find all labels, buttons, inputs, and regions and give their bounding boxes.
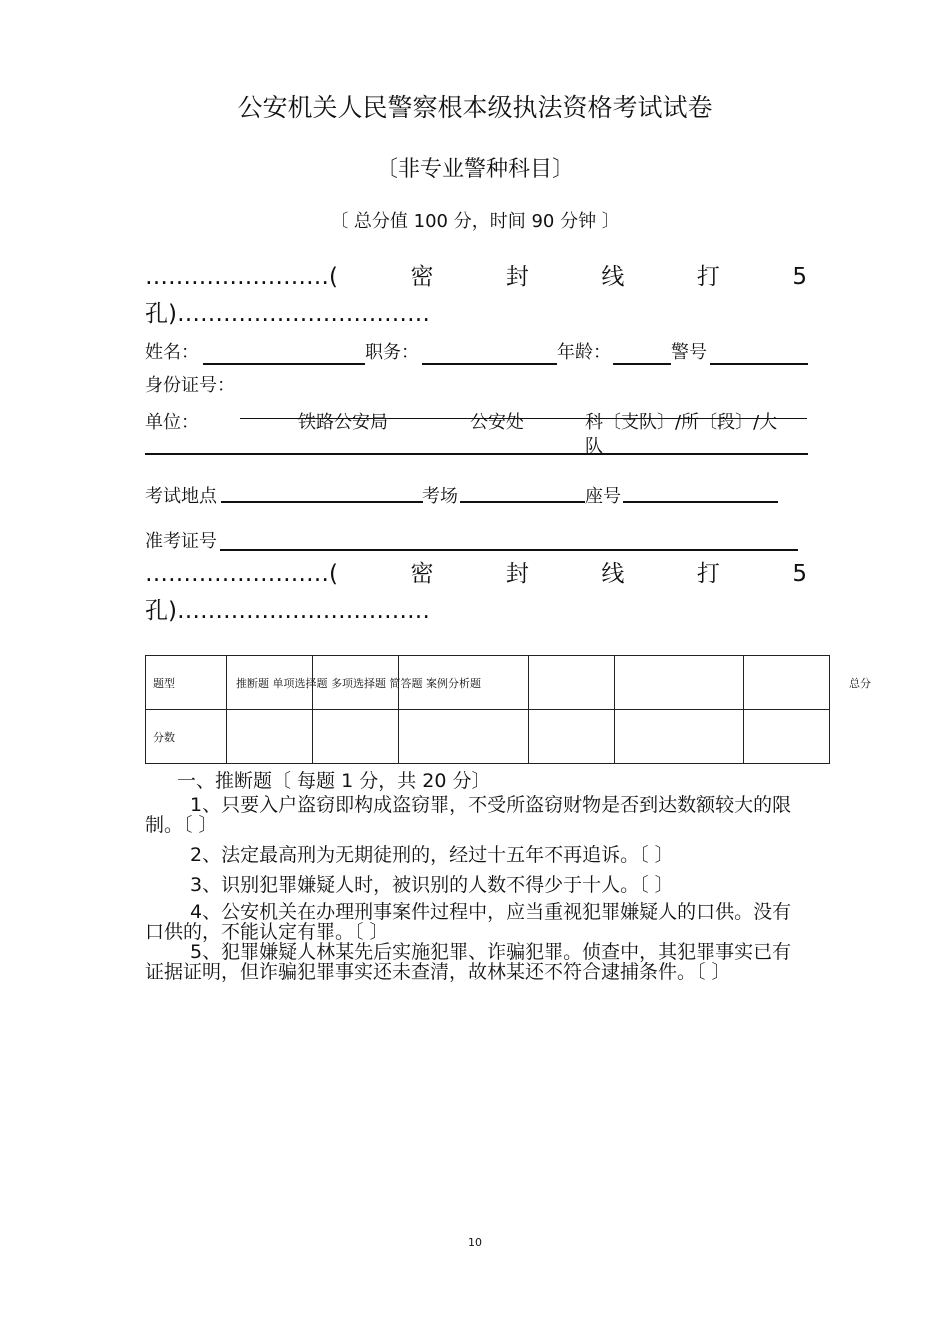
seal-line-bottom bbox=[145, 555, 807, 588]
seal-dots: ……………………( bbox=[145, 561, 338, 587]
question-item bbox=[145, 902, 810, 942]
seal-word: 封 bbox=[505, 561, 529, 587]
exam-room-field[interactable] bbox=[460, 501, 585, 503]
section-heading: 一、推断题〔 每题 1 分，共 20 分〕 bbox=[177, 770, 491, 792]
table-cell bbox=[529, 656, 615, 710]
table-cell bbox=[744, 656, 830, 710]
unit-strike-line bbox=[240, 418, 807, 419]
table-cell bbox=[615, 656, 744, 710]
seal-word: 线 bbox=[601, 264, 625, 290]
badge-label: 警号 bbox=[671, 342, 707, 363]
score-table bbox=[145, 655, 871, 764]
seal-word: 线 bbox=[601, 561, 625, 587]
seal-word: 打 bbox=[696, 264, 720, 290]
position-field[interactable] bbox=[422, 363, 557, 365]
exam-title: 公安机关人民警察根本级执法资格考试试卷 bbox=[237, 93, 713, 122]
position-label: 职务： bbox=[365, 342, 419, 363]
unit-railway-bureau: 铁路公安局 bbox=[298, 412, 388, 433]
seat-label: 座号 bbox=[585, 486, 621, 507]
score-time-note: 〔 总分值 100 分，时间 90 分钟 〕 bbox=[330, 211, 620, 232]
unit-field[interactable] bbox=[145, 453, 808, 455]
seal-word: 密 bbox=[410, 561, 434, 587]
seal-word: 5 bbox=[792, 561, 807, 587]
seat-field[interactable] bbox=[623, 501, 778, 503]
ticket-field[interactable] bbox=[220, 549, 798, 551]
name-label: 姓名： bbox=[145, 342, 199, 363]
question-text: 2、法定最高刑为无期徒刑的，经过十五年不再追诉。〔 〕 bbox=[190, 844, 674, 866]
table-cell: 推断题 单项选择题 多项选择题 简答题 案例分析题 bbox=[227, 656, 313, 710]
exam-location-field[interactable] bbox=[221, 501, 423, 503]
question-item bbox=[145, 942, 810, 982]
table-cell: 题型 bbox=[146, 656, 227, 710]
seal-dots: ……………………( bbox=[145, 264, 338, 290]
score-input-cell[interactable] bbox=[399, 710, 529, 764]
table-row: 题型 推断题 单项选择题 多项选择题 简答题 案例分析题 总分 bbox=[146, 656, 830, 710]
unit-label: 单位： bbox=[145, 412, 199, 433]
score-input-cell[interactable] bbox=[744, 710, 830, 764]
exam-location-label: 考试地点 bbox=[145, 486, 217, 507]
seal-line-top-continuation: 孔)…………………………… bbox=[145, 301, 430, 327]
name-field[interactable] bbox=[203, 363, 365, 365]
seal-line-top bbox=[145, 258, 807, 291]
question-text: 1、只要入户盗窃即构成盗窃罪，不受所盗窃财物是否到达数额较大的限制。〔 〕 bbox=[145, 794, 792, 836]
score-input-cell[interactable] bbox=[227, 710, 313, 764]
exam-room-label: 考场 bbox=[422, 486, 458, 507]
question-item bbox=[145, 845, 810, 865]
question-text: 5、犯罪嫌疑人林某先后实施犯罪、诈骗犯罪。侦查中，其犯罪事实已有证据证明，但诈骗犯罪事实还未查清，故林某还不符合逮捕条件。〔 〕 bbox=[145, 941, 792, 983]
table-row bbox=[146, 710, 830, 764]
question-text: 4、公安机关在办理刑事案件过程中，应当重视犯罪嫌疑人的口供。没有口供的，不能认定有罪。〔 〕 bbox=[145, 901, 792, 943]
score-input-cell[interactable] bbox=[313, 710, 399, 764]
question-item bbox=[145, 795, 810, 835]
score-input-cell[interactable] bbox=[615, 710, 744, 764]
unit-section-detail: 科〔支队〕/所〔段〕/大 bbox=[585, 412, 778, 433]
exam-subtitle: 〔非专业警种科目〕 bbox=[375, 157, 574, 182]
unit-public-security-office: 公安处 bbox=[470, 412, 524, 433]
score-input-cell[interactable] bbox=[529, 710, 615, 764]
age-field[interactable] bbox=[613, 363, 671, 365]
question-text: 3、识别犯罪嫌疑人时，被识别的人数不得少于十人。〔 〕 bbox=[190, 874, 674, 896]
age-label: 年龄： bbox=[557, 342, 611, 363]
unit-section-detail-wrap: 队 bbox=[585, 436, 603, 457]
id-number-label: 身份证号： bbox=[145, 375, 235, 396]
question-item bbox=[145, 875, 810, 895]
ticket-label: 准考证号 bbox=[145, 531, 217, 552]
seal-word: 5 bbox=[792, 264, 807, 290]
seal-line-bottom-continuation: 孔)…………………………… bbox=[145, 598, 430, 624]
seal-word: 密 bbox=[410, 264, 434, 290]
page-number: 10 bbox=[468, 1236, 482, 1249]
table-cell: 分数 bbox=[146, 710, 227, 764]
badge-field[interactable] bbox=[710, 363, 808, 365]
seal-word: 打 bbox=[696, 561, 720, 587]
seal-word: 封 bbox=[505, 264, 529, 290]
